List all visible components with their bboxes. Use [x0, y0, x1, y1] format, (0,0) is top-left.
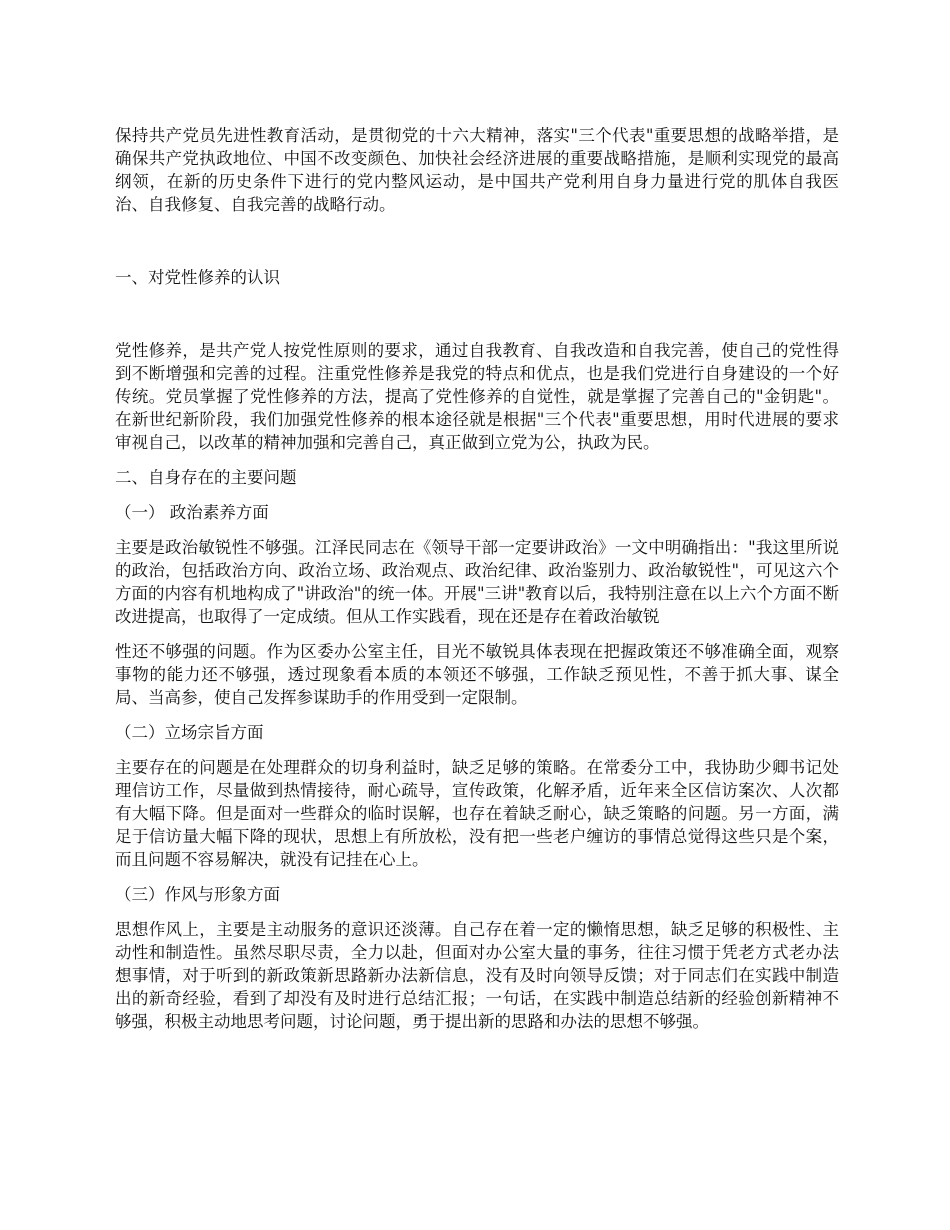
sub2-heading: （二）立场宗旨方面 — [115, 723, 264, 742]
sub2-paragraph: 主要存在的问题是在处理群众的切身利益时，缺乏足够的策略。在常委分工中，我协助少卿书记处理信访工作，尽量做到热情接待，耐心疏导，宣传政策，化解矛盾，近年来全区信访案次、人次都有大幅下降。但是面对一些群众的临时误解，也存在着缺乏耐心，缺乏策略的问题。另一方面，满足于信访量大幅下降的现状，思想上有所放松，没有把一些老户缠访的事情总觉得这些只是个案，而且问题不容易解决，就没有记挂在心上。 — [115, 758, 839, 869]
sub1-paragraph-b: 性还不够强的问题。作为区委办公室主任，目光不敏锐具体表现在把握政策还不够准确全面，观察事物的能力还不够强，透过现象看本质的本领还不够强，工作缺乏预见性，不善于抓大事、谋全局、当高参，使自己发挥参谋助手的作用受到一定限制。 — [115, 642, 839, 707]
sub3-heading: （三）作风与形象方面 — [115, 885, 280, 904]
intro-paragraph: 保持共产党员先进性教育活动，是贯彻党的十六大精神，落实"三个代表"重要思想的战略举措，是确保共产党执政地位、中国不改变颜色、加快社会经济进展的重要战略措施，是顺利实现党的最高纲领，在新的历史条件下进行的党内整风运动，是中国共产党利用自身力量进行党的肌体自我医治、自我修复、自我完善的战略行动。 — [115, 126, 839, 214]
document-page — [115, 124, 839, 1033]
sub3-paragraph: 思想作风上，主要是主动服务的意识还淡薄。自己存在着一定的懒惰思想，缺乏足够的积极性、主动性和制造性。虽然尽职尽责，全力以赴，但面对办公室大量的事务，往往习惯于凭老方式老办法想事情，对于听到的新政策新思路新办法新信息，没有及时向领导反馈；对于同志们在实践中制造出的新奇经验，看到了却没有及时进行总结汇报；一句话，在实践中制造总结新的经验创新精神不够强，积极主动地思考问题，讨论问题，勇于提出新的思路和办法的思想不够强。 — [115, 920, 839, 1031]
sub1-paragraph-a: 主要是政治敏锐性不够强。江泽民同志在《领导干部一定要讲政治》一文中明确指出："我这里所说的政治，包括政治方向、政治立场、政治观点、政治纪律、政治鉴别力、政治敏锐性"，可见这六个方面的内容有机地构成了"讲政治"的统一体。开展"三讲"教育以后，我特别注意在以上六个方面不断改进提高，也取得了一定成绩。但从工作实践看，现在还是存在着政治敏锐 — [115, 538, 839, 626]
section2-heading: 二、自身存在的主要问题 — [115, 468, 297, 487]
section1-heading: 一、对党性修养的认识 — [115, 268, 280, 287]
section1-paragraph: 党性修养，是共产党人按党性原则的要求，通过自我教育、自我改造和自我完善，使自己的党性得到不断增强和完善的过程。注重党性修养是我党的特点和优点，也是我们党进行自身建设的一个好传统。党员掌握了党性修养的方法，提高了党性修养的自觉性，就是掌握了完善自己的"金钥匙"。在新世纪新阶段，我们加强党性修养的根本途径就是根据"三个代表"重要思想，用时代进展的要求审视自己，以改革的精神加强和完善自己，真正做到立党为公，执政为民。 — [115, 341, 839, 452]
sub1-heading: （一） 政治素养方面 — [115, 503, 269, 522]
